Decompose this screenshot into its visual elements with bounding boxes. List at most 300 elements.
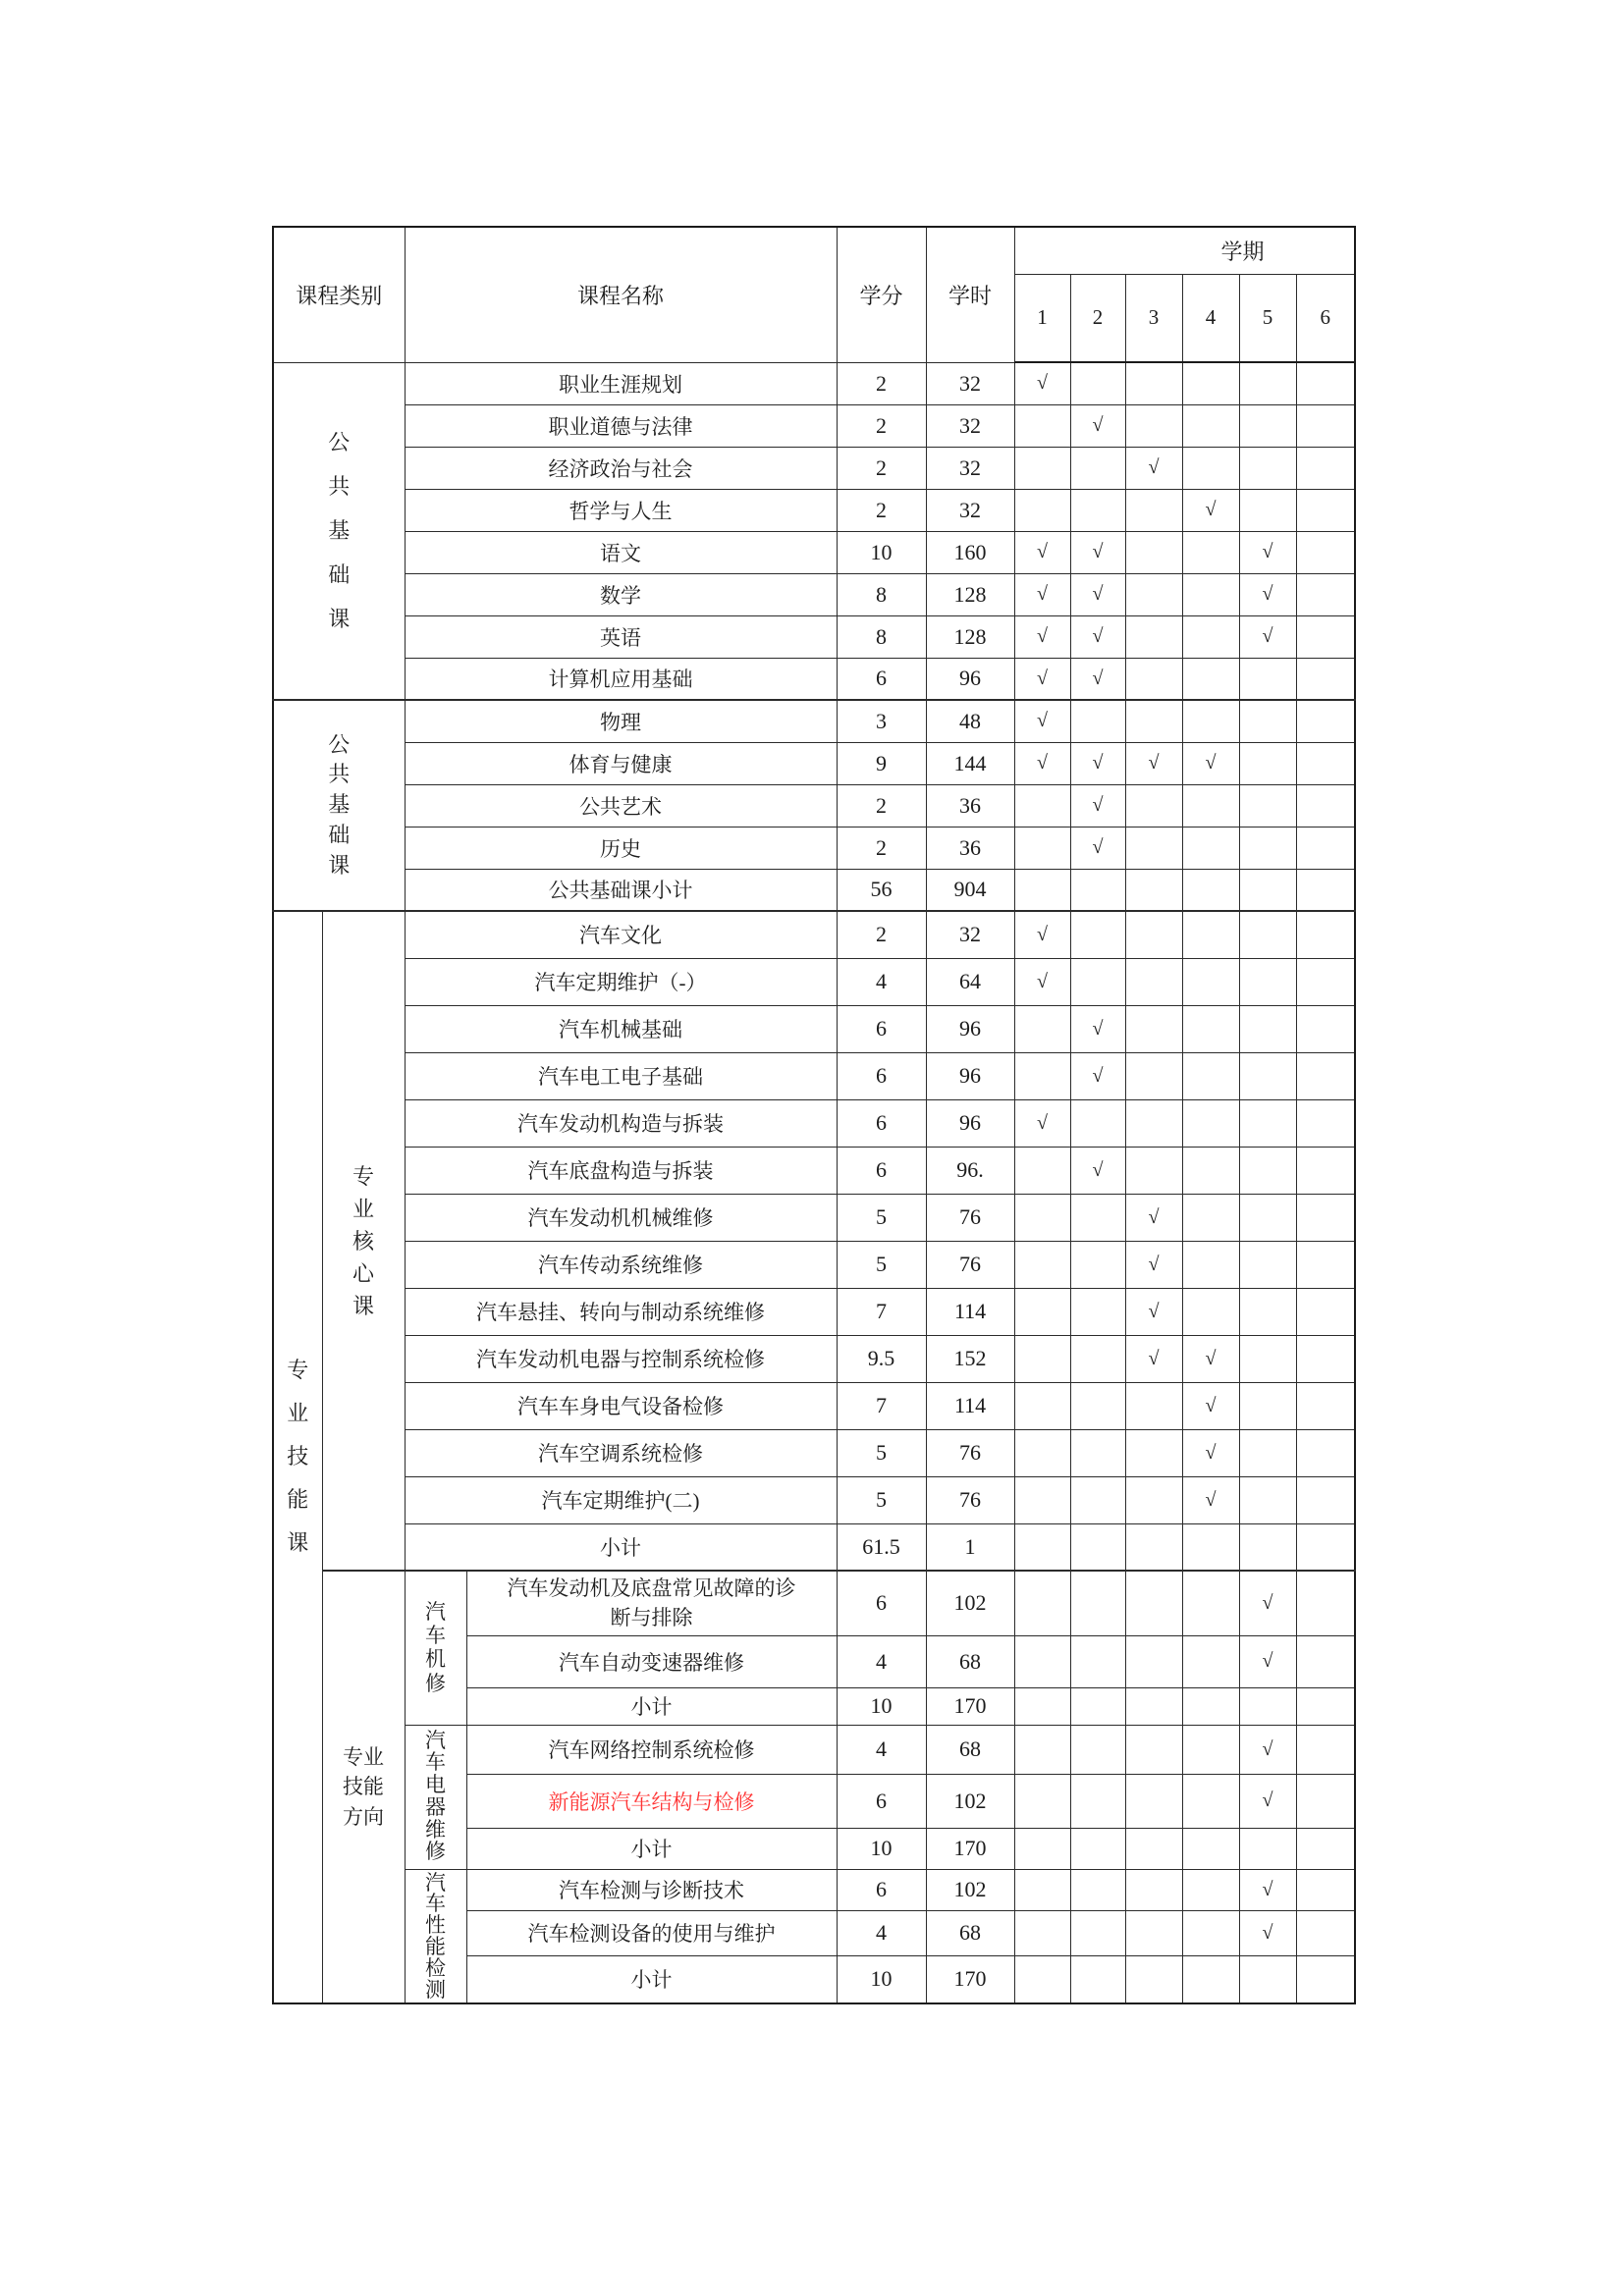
semester-5-check-cell: √ [1239, 1635, 1296, 1687]
credits-cell: 10 [837, 1828, 926, 1869]
semester-2-check-cell [1070, 869, 1125, 911]
course-name-cell: 汽车传动系统维修 [405, 1241, 837, 1288]
semester-4-check-cell [1182, 784, 1239, 827]
credits-cell: 7 [837, 1288, 926, 1335]
semester-6-check-cell [1296, 1194, 1355, 1241]
header-semester-group: 学期 [1014, 227, 1355, 274]
category-public-basic-2: 公共基础课 [273, 700, 405, 911]
semester-6-check-cell [1296, 1147, 1355, 1194]
credits-cell: 7 [837, 1382, 926, 1429]
table-row [273, 573, 1355, 615]
table-row [273, 869, 1355, 911]
curriculum-table [272, 226, 1356, 2004]
semester-4-check-cell [1182, 573, 1239, 615]
semester-5-check-cell [1239, 1099, 1296, 1147]
header-semester-3: 3 [1125, 274, 1182, 362]
subtotal-cell: 小计 [466, 1687, 837, 1725]
semester-3-check-cell [1125, 531, 1182, 573]
hours-cell: 102 [926, 1774, 1014, 1828]
hours-cell: 68 [926, 1635, 1014, 1687]
credits-cell: 6 [837, 1005, 926, 1052]
semester-2-check-cell [1070, 447, 1125, 489]
semester-2-check-cell [1070, 1725, 1125, 1774]
semester-6-check-cell [1296, 1523, 1355, 1571]
subtotal-cell: 小计 [405, 1523, 837, 1571]
semester-6-check-cell [1296, 958, 1355, 1005]
semester-4-check-cell [1182, 1241, 1239, 1288]
semester-1-check-cell [1014, 1725, 1070, 1774]
credits-cell: 10 [837, 531, 926, 573]
table-row [273, 489, 1355, 531]
hours-cell: 170 [926, 1828, 1014, 1869]
table-row [273, 1725, 1355, 1774]
semester-3-check-cell [1125, 658, 1182, 700]
semester-1-check-cell [1014, 1335, 1070, 1382]
semester-2-check-cell [1070, 1429, 1125, 1476]
course-name-cell: 汽车发动机构造与拆装 [405, 1099, 837, 1147]
semester-1-check-cell [1014, 1687, 1070, 1725]
semester-5-check-cell: √ [1239, 1571, 1296, 1635]
hours-cell: 32 [926, 911, 1014, 958]
semester-2-check-cell [1070, 1241, 1125, 1288]
table-row [273, 615, 1355, 658]
hours-cell: 128 [926, 615, 1014, 658]
semester-2-check-cell: √ [1070, 1052, 1125, 1099]
semester-4-check-cell [1182, 1911, 1239, 1956]
table-row [273, 1147, 1355, 1194]
semester-6-check-cell [1296, 911, 1355, 958]
credits-cell: 6 [837, 1147, 926, 1194]
credits-cell: 4 [837, 958, 926, 1005]
hours-cell: 32 [926, 489, 1014, 531]
semester-1-check-cell [1014, 1194, 1070, 1241]
course-name-cell: 汽车车身电气设备检修 [405, 1382, 837, 1429]
semester-1-check-cell [1014, 1476, 1070, 1523]
semester-1-check-cell [1014, 489, 1070, 531]
semester-3-check-cell [1125, 911, 1182, 958]
subtotal-cell: 小计 [466, 1828, 837, 1869]
credits-cell: 9 [837, 742, 926, 784]
header-semester-2: 2 [1070, 274, 1125, 362]
semester-6-check-cell [1296, 1241, 1355, 1288]
semester-2-check-cell [1070, 1194, 1125, 1241]
credits-cell: 6 [837, 1869, 926, 1911]
semester-3-check-cell [1125, 1005, 1182, 1052]
table-row [273, 1429, 1355, 1476]
credits-cell: 4 [837, 1725, 926, 1774]
course-name-cell: 汽车悬挂、转向与制动系统维修 [405, 1288, 837, 1335]
header-credits: 学分 [837, 227, 926, 362]
course-name-cell: 汽车发动机及底盘常见故障的诊断与排除 [466, 1571, 837, 1635]
semester-3-check-cell [1125, 784, 1182, 827]
subtotal-cell: 小计 [466, 1955, 837, 2003]
semester-3-check-cell [1125, 1955, 1182, 2003]
semester-5-check-cell: √ [1239, 1725, 1296, 1774]
course-name-cell: 汽车文化 [405, 911, 837, 958]
hours-cell: 96. [926, 1147, 1014, 1194]
semester-5-check-cell [1239, 1288, 1296, 1335]
semester-2-check-cell: √ [1070, 573, 1125, 615]
credits-cell: 4 [837, 1635, 926, 1687]
semester-1-check-cell [1014, 1052, 1070, 1099]
semester-1-check-cell: √ [1014, 742, 1070, 784]
semester-6-check-cell [1296, 404, 1355, 447]
semester-5-check-cell [1239, 1523, 1296, 1571]
table-row [273, 1571, 1355, 1635]
credits-cell: 5 [837, 1476, 926, 1523]
semester-3-check-cell [1125, 700, 1182, 742]
header-hours: 学时 [926, 227, 1014, 362]
semester-1-check-cell: √ [1014, 958, 1070, 1005]
credits-cell: 6 [837, 1571, 926, 1635]
course-name-cell: 语文 [405, 531, 837, 573]
semester-2-check-cell: √ [1070, 1005, 1125, 1052]
table-row [273, 1052, 1355, 1099]
semester-1-check-cell: √ [1014, 362, 1070, 404]
semester-5-check-cell [1239, 1955, 1296, 2003]
hours-cell: 152 [926, 1335, 1014, 1382]
semester-4-check-cell: √ [1182, 1429, 1239, 1476]
table-row [273, 1194, 1355, 1241]
semester-1-check-cell [1014, 1382, 1070, 1429]
course-name-cell: 汽车自动变速器维修 [466, 1635, 837, 1687]
semester-6-check-cell [1296, 362, 1355, 404]
semester-3-check-cell [1125, 1523, 1182, 1571]
credits-cell: 6 [837, 1052, 926, 1099]
table-row [273, 404, 1355, 447]
hours-cell: 102 [926, 1571, 1014, 1635]
semester-1-check-cell [1014, 404, 1070, 447]
semester-5-check-cell [1239, 489, 1296, 531]
semester-5-check-cell [1239, 1147, 1296, 1194]
hours-cell: 76 [926, 1194, 1014, 1241]
credits-cell: 9.5 [837, 1335, 926, 1382]
credits-cell: 61.5 [837, 1523, 926, 1571]
course-name-cell: 职业道德与法律 [405, 404, 837, 447]
semester-4-check-cell: √ [1182, 742, 1239, 784]
semester-6-check-cell [1296, 1382, 1355, 1429]
course-name-cell: 职业生涯规划 [405, 362, 837, 404]
semester-5-check-cell [1239, 1429, 1296, 1476]
semester-5-check-cell [1239, 1476, 1296, 1523]
semester-3-check-cell [1125, 1687, 1182, 1725]
hours-cell: 114 [926, 1288, 1014, 1335]
hours-cell: 102 [926, 1869, 1014, 1911]
semester-4-check-cell [1182, 827, 1239, 869]
course-name-cell: 物理 [405, 700, 837, 742]
document-page [272, 226, 1356, 2004]
semester-5-check-cell [1239, 1052, 1296, 1099]
hours-cell: 76 [926, 1429, 1014, 1476]
semester-4-check-cell [1182, 700, 1239, 742]
semester-5-check-cell [1239, 1335, 1296, 1382]
hours-cell: 904 [926, 869, 1014, 911]
course-name-cell: 新能源汽车结构与检修 [466, 1774, 837, 1828]
semester-3-check-cell [1125, 1099, 1182, 1147]
header-semester-6: 6 [1296, 274, 1355, 362]
semester-1-check-cell: √ [1014, 911, 1070, 958]
course-name-cell: 汽车发动机电器与控制系统检修 [405, 1335, 837, 1382]
course-name-cell: 汽车底盘构造与拆装 [405, 1147, 837, 1194]
table-row [273, 1241, 1355, 1288]
semester-5-check-cell: √ [1239, 573, 1296, 615]
semester-3-check-cell [1125, 615, 1182, 658]
semester-5-check-cell [1239, 1828, 1296, 1869]
category-public-basic-1: 公共基础课 [273, 362, 405, 700]
header-category: 课程类别 [273, 227, 405, 362]
table-row [273, 447, 1355, 489]
semester-3-check-cell [1125, 1382, 1182, 1429]
credits-cell: 10 [837, 1687, 926, 1725]
semester-3-check-cell [1125, 1774, 1182, 1828]
header-course-name: 课程名称 [405, 227, 837, 362]
credits-cell: 2 [837, 911, 926, 958]
semester-6-check-cell [1296, 1005, 1355, 1052]
semester-2-check-cell: √ [1070, 742, 1125, 784]
course-name-cell: 历史 [405, 827, 837, 869]
course-name-cell: 公共艺术 [405, 784, 837, 827]
semester-4-check-cell [1182, 1869, 1239, 1911]
semester-1-check-cell [1014, 1635, 1070, 1687]
semester-3-check-cell [1125, 1476, 1182, 1523]
semester-6-check-cell [1296, 1774, 1355, 1828]
semester-6-check-cell [1296, 700, 1355, 742]
semester-2-check-cell [1070, 1687, 1125, 1725]
semester-5-check-cell [1239, 404, 1296, 447]
semester-6-check-cell [1296, 1052, 1355, 1099]
semester-2-check-cell [1070, 1828, 1125, 1869]
semester-3-check-cell [1125, 1725, 1182, 1774]
course-name-cell: 计算机应用基础 [405, 658, 837, 700]
semester-1-check-cell [1014, 1429, 1070, 1476]
header-semester-4: 4 [1182, 274, 1239, 362]
semester-5-check-cell [1239, 742, 1296, 784]
semester-4-check-cell [1182, 362, 1239, 404]
semester-1-check-cell [1014, 1005, 1070, 1052]
category-skill-direction: 专业技能方向 [322, 1571, 405, 2003]
table-row [273, 1099, 1355, 1147]
group-auto-mechanic: 汽车机修 [405, 1571, 466, 1725]
semester-4-check-cell [1182, 958, 1239, 1005]
credits-cell: 2 [837, 404, 926, 447]
table-row [273, 362, 1355, 404]
semester-6-check-cell [1296, 1335, 1355, 1382]
semester-2-check-cell: √ [1070, 784, 1125, 827]
credits-cell: 6 [837, 1099, 926, 1147]
course-name-cell: 汽车检测设备的使用与维护 [466, 1911, 837, 1956]
semester-1-check-cell: √ [1014, 573, 1070, 615]
semester-2-check-cell [1070, 911, 1125, 958]
table-row [273, 1005, 1355, 1052]
semester-6-check-cell [1296, 1099, 1355, 1147]
semester-4-check-cell [1182, 1774, 1239, 1828]
semester-6-check-cell [1296, 658, 1355, 700]
semester-5-check-cell: √ [1239, 615, 1296, 658]
semester-2-check-cell [1070, 1955, 1125, 2003]
semester-3-check-cell [1125, 362, 1182, 404]
semester-3-check-cell [1125, 1869, 1182, 1911]
semester-6-check-cell [1296, 615, 1355, 658]
semester-6-check-cell [1296, 1687, 1355, 1725]
table-row [273, 1382, 1355, 1429]
hours-cell: 76 [926, 1476, 1014, 1523]
semester-1-check-cell [1014, 784, 1070, 827]
header-semester-5: 5 [1239, 274, 1296, 362]
header-semester-1: 1 [1014, 274, 1070, 362]
table-row [273, 1335, 1355, 1382]
semester-6-check-cell [1296, 1955, 1355, 2003]
semester-2-check-cell [1070, 1571, 1125, 1635]
table-row [273, 958, 1355, 1005]
semester-1-check-cell: √ [1014, 615, 1070, 658]
semester-3-check-cell [1125, 489, 1182, 531]
semester-2-check-cell [1070, 1869, 1125, 1911]
semester-2-check-cell [1070, 1476, 1125, 1523]
semester-5-check-cell [1239, 958, 1296, 1005]
semester-6-check-cell [1296, 573, 1355, 615]
semester-5-check-cell [1239, 1241, 1296, 1288]
semester-4-check-cell: √ [1182, 1335, 1239, 1382]
credits-cell: 56 [837, 869, 926, 911]
semester-1-check-cell [1014, 1288, 1070, 1335]
course-name-cell: 汽车定期维护(二) [405, 1476, 837, 1523]
semester-2-check-cell: √ [1070, 827, 1125, 869]
semester-3-check-cell [1125, 1147, 1182, 1194]
credits-cell: 4 [837, 1911, 926, 1956]
semester-4-check-cell [1182, 1147, 1239, 1194]
semester-4-check-cell [1182, 658, 1239, 700]
semester-6-check-cell [1296, 447, 1355, 489]
semester-6-check-cell [1296, 869, 1355, 911]
course-name-cell: 英语 [405, 615, 837, 658]
credits-cell: 6 [837, 1774, 926, 1828]
semester-4-check-cell [1182, 1523, 1239, 1571]
semester-2-check-cell [1070, 1288, 1125, 1335]
table-row [273, 742, 1355, 784]
course-name-cell: 经济政治与社会 [405, 447, 837, 489]
semester-2-check-cell: √ [1070, 531, 1125, 573]
semester-4-check-cell [1182, 1725, 1239, 1774]
semester-4-check-cell: √ [1182, 489, 1239, 531]
semester-4-check-cell: √ [1182, 1476, 1239, 1523]
semester-4-check-cell [1182, 1687, 1239, 1725]
group-auto-electric: 汽车电器维修 [405, 1725, 466, 1869]
semester-4-check-cell [1182, 1099, 1239, 1147]
semester-2-check-cell [1070, 489, 1125, 531]
semester-4-check-cell [1182, 911, 1239, 958]
header-row-1 [273, 227, 1355, 274]
semester-3-check-cell [1125, 1429, 1182, 1476]
semester-2-check-cell [1070, 1523, 1125, 1571]
semester-6-check-cell [1296, 1571, 1355, 1635]
semester-4-check-cell [1182, 1288, 1239, 1335]
semester-2-check-cell: √ [1070, 1147, 1125, 1194]
semester-3-check-cell: √ [1125, 742, 1182, 784]
semester-3-check-cell: √ [1125, 1241, 1182, 1288]
hours-cell: 1 [926, 1523, 1014, 1571]
semester-6-check-cell [1296, 1288, 1355, 1335]
semester-4-check-cell [1182, 1828, 1239, 1869]
semester-5-check-cell: √ [1239, 1911, 1296, 1956]
credits-cell: 5 [837, 1194, 926, 1241]
hours-cell: 114 [926, 1382, 1014, 1429]
semester-1-check-cell [1014, 1869, 1070, 1911]
semester-1-check-cell: √ [1014, 531, 1070, 573]
semester-3-check-cell [1125, 1635, 1182, 1687]
semester-4-check-cell [1182, 404, 1239, 447]
semester-3-check-cell [1125, 1828, 1182, 1869]
semester-3-check-cell [1125, 827, 1182, 869]
hours-cell: 32 [926, 404, 1014, 447]
semester-6-check-cell [1296, 1429, 1355, 1476]
credits-cell: 2 [837, 447, 926, 489]
semester-1-check-cell [1014, 1571, 1070, 1635]
semester-6-check-cell [1296, 784, 1355, 827]
course-name-cell: 汽车机械基础 [405, 1005, 837, 1052]
semester-5-check-cell [1239, 1194, 1296, 1241]
credits-cell: 5 [837, 1429, 926, 1476]
semester-6-check-cell [1296, 1828, 1355, 1869]
semester-3-check-cell [1125, 404, 1182, 447]
hours-cell: 36 [926, 784, 1014, 827]
semester-5-check-cell: √ [1239, 1774, 1296, 1828]
semester-5-check-cell [1239, 700, 1296, 742]
hours-cell: 68 [926, 1725, 1014, 1774]
hours-cell: 144 [926, 742, 1014, 784]
course-name-cell: 汽车空调系统检修 [405, 1429, 837, 1476]
hours-cell: 36 [926, 827, 1014, 869]
semester-6-check-cell [1296, 1869, 1355, 1911]
semester-4-check-cell [1182, 1635, 1239, 1687]
credits-cell: 2 [837, 827, 926, 869]
semester-3-check-cell [1125, 1911, 1182, 1956]
semester-2-check-cell: √ [1070, 658, 1125, 700]
semester-2-check-cell [1070, 1911, 1125, 1956]
semester-1-check-cell [1014, 869, 1070, 911]
semester-4-check-cell [1182, 531, 1239, 573]
semester-5-check-cell [1239, 362, 1296, 404]
course-name-cell: 汽车电工电子基础 [405, 1052, 837, 1099]
semester-4-check-cell [1182, 1571, 1239, 1635]
subtotal-cell: 公共基础课小计 [405, 869, 837, 911]
hours-cell: 48 [926, 700, 1014, 742]
semester-2-check-cell [1070, 1774, 1125, 1828]
table-row [273, 784, 1355, 827]
semester-3-check-cell: √ [1125, 1335, 1182, 1382]
table-row [273, 827, 1355, 869]
hours-cell: 96 [926, 1099, 1014, 1147]
credits-cell: 2 [837, 489, 926, 531]
hours-cell: 96 [926, 1005, 1014, 1052]
credits-cell: 10 [837, 1955, 926, 2003]
table-row [273, 658, 1355, 700]
semester-1-check-cell [1014, 1774, 1070, 1828]
table-row [273, 531, 1355, 573]
semester-4-check-cell [1182, 1194, 1239, 1241]
semester-2-check-cell [1070, 362, 1125, 404]
semester-3-check-cell [1125, 1571, 1182, 1635]
course-name-cell: 体育与健康 [405, 742, 837, 784]
semester-3-check-cell [1125, 958, 1182, 1005]
semester-5-check-cell [1239, 1005, 1296, 1052]
semester-2-check-cell [1070, 958, 1125, 1005]
hours-cell: 170 [926, 1955, 1014, 2003]
group-auto-performance-test: 汽车性能检测 [405, 1869, 466, 2003]
hours-cell: 96 [926, 658, 1014, 700]
semester-5-check-cell [1239, 1382, 1296, 1429]
semester-4-check-cell: √ [1182, 1382, 1239, 1429]
category-professional-core: 专业核心课 [322, 911, 405, 1571]
